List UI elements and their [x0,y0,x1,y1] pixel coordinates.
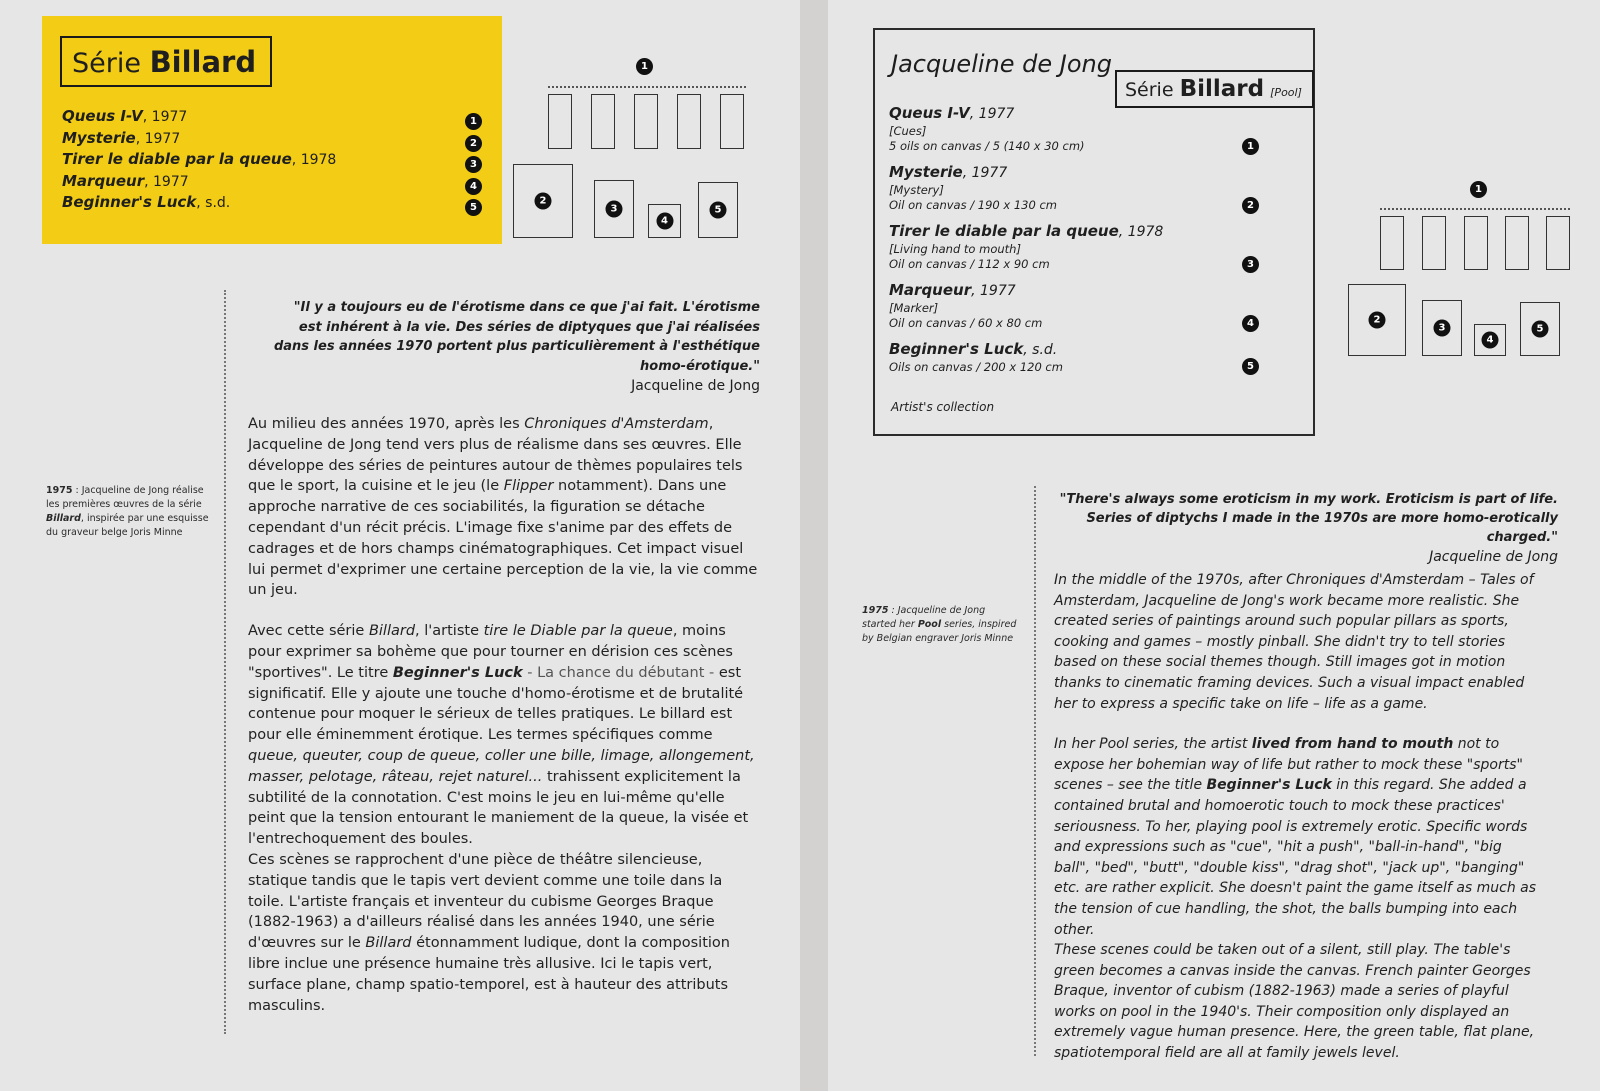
work-item [62,171,482,193]
work-item [889,104,1259,154]
quote-text: "Il y a toujours eu de l'érotisme dans ce que j'ai fait. L'érotisme est inhérent à la vie. Des séries de diptyques que j'ai réalisées dans les années 1970 portent plus particulièrement à l'esthétique homo-érotique." [273,300,760,374]
number-badge: 4 [1482,332,1499,349]
text-run: lived from hand to mouth [1251,736,1454,753]
work-title: Mysterie [889,163,963,181]
painting-frame [594,180,634,238]
body-text [248,414,758,1016]
number-badge: 2 [535,193,552,210]
series-prefix: Série [72,48,141,79]
work-item [62,149,482,171]
quote-author: Jacqueline de Jong [631,378,760,394]
work-title: Tirer le diable par la queue [889,222,1119,240]
number-badge: 5 [1242,358,1259,375]
cue-panel-frame [677,94,701,149]
work-medium: Oil on canvas / 190 x 130 cm [889,198,1057,212]
english-label-panel [828,0,1600,1091]
cue-panel-frame [1380,216,1404,270]
text-run: Flipper [503,478,554,495]
text-run: In her Pool series, the artist [1054,736,1252,753]
text-run: trahissent explicitement la subtilité de la connotation. C'est moins le jeu en lui-même qu'elle peint que la tension entourant le maniement de la queue, la visée et l'entrechoquement des boules. [248,768,749,848]
text-run: Avec cette série [248,623,369,640]
painting-frame [1520,302,1560,356]
painting-frame [698,182,738,238]
painting-frame [648,204,681,238]
quote-text: "There's always some eroticism in my work. Eroticism is part of life. Series of diptychs I made in the 1970s are more homo-erotically charged." [1059,492,1558,545]
side-note-text: , inspirée par une esquisse du graveur belge Joris Minne [46,513,209,538]
work-medium: Oil on canvas / 60 x 80 cm [889,316,1043,330]
series-name: Billard [1179,76,1265,102]
side-note [862,604,1022,646]
work-translation: [Living hand to mouth] [889,242,1021,256]
side-note-series: Billard [46,513,81,524]
number-badge: 2 [465,135,482,152]
number-badge: 5 [1532,321,1549,338]
side-note-text: series, inspired by Belgian engraver Joris Minne [862,619,1017,644]
cue-panel-frame [1464,216,1488,270]
collection-credit: Artist's collection [891,400,995,414]
work-title: Marqueur [62,171,145,190]
work-year: , 1977 [144,173,189,190]
painting-frame [1348,284,1406,356]
dotted-divider [1034,486,1036,1056]
work-year: , 1977 [142,109,188,125]
work-item [62,106,482,128]
number-badge: 4 [1242,315,1259,332]
text-run: not to expose her bohemian way of life but rather to mock these "sports" scenes – see the title [1054,736,1523,794]
work-item [889,281,1259,331]
dotted-divider [224,290,226,1034]
paragraph [248,414,758,601]
number-badge: 3 [1242,256,1259,273]
number-badge: 2 [1242,197,1259,214]
hanging-line [548,86,746,88]
hanging-line [1380,208,1570,210]
text-run: , moins pour exprimer sa bohème que pour tourner en dérision ces scènes "sportives". Le titre [248,623,733,681]
cue-panel-frame [591,94,615,149]
work-year: , 1978 [1118,224,1164,240]
paragraph: In the middle of the 1970s, after Chroniques d'Amsterdam – Tales of Amsterdam, Jacqueline de Jong's work became more realistic. She created series of paintings around such popular pillars as sports, cooking and games – mostly pinball. She didn't try to tell stories based on these social themes though. Still images got in motion thanks to cinematic framing devices. Such a visual impact enabled her to express a specific take on life – life as a game. [1054,572,1534,712]
work-year: , 1977 [135,130,181,147]
text-run: notamment). Dans une approche narrative de ces sociabilités, la figuration se détache cependant d'un récit précis. L'image fixe s'anime par des effets de cadrages et de hors champs cinématographiques. Cet impact visuel lui permet d'exprimer une certaine perception de la vie, la vie comme un jeu. [248,478,758,599]
text-run: Beginner's Luck [1206,777,1332,794]
number-badge: 2 [1369,312,1386,329]
cue-panel-frame [1546,216,1570,270]
series-title [1115,70,1314,108]
work-item [62,192,482,214]
works-list [62,106,482,214]
work-item [889,222,1259,272]
number-badge: 1 [1242,138,1259,155]
work-year: , s.d. [1023,342,1058,358]
work-year: , 1977 [969,106,1015,122]
text-run: Beginner's Luck [392,664,523,681]
works-card [873,28,1315,436]
side-note-text: : Jacqueline de Jong started her [862,605,986,630]
work-year: , s.d. [196,195,231,211]
cue-panel-frame [548,94,572,149]
text-run: , Jacqueline de Jong tend vers plus de réalisme dans ses œuvres. Elle développe des séries de peintures autour de thèmes populaires tels que le sport, la cuisine et le jeu (le [248,416,743,495]
work-title: Beginner's Luck [62,193,197,211]
side-note-text: : Jacqueline de Jong réalise les premières œuvres de la série [46,485,204,510]
text-run: , l'artiste [415,623,484,640]
hanging-diagram [1350,178,1570,363]
text-run: tire le Diable par la queue [483,623,673,640]
side-note [46,484,216,540]
work-title: Queus I-V [62,107,143,125]
text-run: Ces scènes se rapprochent d'une pièce de théâtre silencieuse, statique tandis que le tapis vert devient comme une toile dans la toile. L'artiste français et inventeur du cubisme Georges Braque (1882-1963) a d'ailleurs réalisé dans les années 1940, une série d'œuvres sur le [248,851,723,952]
text-run: - La chance du débutant - [522,664,719,681]
work-medium: 5 oils on canvas / 5 (140 x 30 cm) [889,139,1085,153]
hanging-diagram [518,56,758,246]
paragraph: These scenes could be taken out of a silent, still play. The table's green becomes a canvas inside the canvas. French painter Georges Braque, inventor of cubism (1882-1963) made a series of playful works on pool in the 1940's. Their composition only displayed an extremely vague human presence. Here, the green table, flat plane, spatiotemporal field are all at family jewels level. [1054,942,1535,1062]
text-run: Billard [365,935,412,952]
number-badge: 4 [656,213,673,230]
number-badge: 1 [636,58,653,75]
works-list [889,104,1259,384]
text-run: Billard [368,623,416,640]
side-note-series: Pool [917,619,942,630]
paragraph [248,850,758,1016]
work-medium: Oils on canvas / 200 x 120 cm [889,360,1063,374]
artist-quote [1038,490,1558,567]
number-badge: 5 [710,202,727,219]
text-run: Chroniques d'Amsterdam [524,416,709,432]
cue-panel-frame [720,94,744,149]
number-badge: 1 [1470,181,1487,198]
artist-quote [270,298,760,397]
work-medium: Oil on canvas / 112 x 90 cm [889,257,1050,271]
work-title: Tirer le diable par la queue [62,150,292,168]
work-year: , 1977 [962,165,1008,181]
painting-frame [1474,324,1506,356]
series-title [60,36,272,87]
painting-frame [1422,300,1462,356]
work-item [889,340,1259,375]
work-title: Queus I-V [889,104,970,122]
work-item [889,163,1259,213]
cue-panel-frame [634,94,658,149]
works-list-yellow-box [42,16,502,244]
number-badge: 1 [465,113,482,130]
number-badge: 5 [465,199,482,216]
work-title: Mysterie [62,128,136,147]
side-note-year: 1975 [862,605,889,616]
text-run: in this regard. She added a contained brutal and homoerotic touch to mock these practices' seriousness. To her, playing pool is extremely erotic. Specific words and expressions such as "cue", "hit a push", "ball-in-hand", "big ball", "bed", "butt", "double kiss", "drag shot", "jack up", "banging" etc. are rather explicit. She doesn't paint the game itself as much as the tension of cue handling, the shot, the balls bumping into each other. [1054,777,1537,938]
paragraph [1054,734,1540,940]
cue-panel-frame [1505,216,1529,270]
paragraph [248,621,758,850]
work-item [62,128,482,150]
work-year: , 1978 [291,152,337,168]
number-badge: 4 [465,178,482,195]
cue-panel-frame [1422,216,1446,270]
work-title: Marqueur [889,281,972,299]
body-text [1054,570,1540,1064]
work-translation: [Cues] [889,124,927,138]
text-run: est significatif. Elle y ajoute une touche d'homo-érotisme et de brutalité contenue pour moquer le sérieux de telles pratiques. Le billard est pour elle éminemment érotique. Les termes spécifiques comme [248,664,744,744]
series-prefix: Série [1125,79,1174,101]
series-name: Billard [149,45,257,79]
text-run: queue, queuter, coup de queue, coller une bille, limage, allongement, masser, pelotage, râteau, rejet naturel... [248,747,755,785]
number-badge: 3 [1434,320,1451,337]
number-badge: 3 [606,201,623,218]
number-badge: 3 [465,156,482,173]
artist-name: Jacqueline de Jong [891,50,1112,78]
text-run: Au milieu des années 1970, après les [248,416,525,432]
painting-frame [513,164,573,238]
work-translation: [Mystery] [889,183,944,197]
side-note-year: 1975 [46,485,73,496]
quote-author: Jacqueline de Jong [1429,549,1558,565]
series-translation: [Pool] [1270,86,1302,99]
work-translation: [Marker] [889,301,939,315]
work-title: Beginner's Luck [889,340,1024,358]
work-year: , 1977 [971,283,1016,299]
text-run: étonnamment ludique, dont la composition libre inclue une présence humaine très allusive. Ici le tapis vert, surface plane, champ spatio-temporel, est à hauteur des attributs masculins. [248,935,730,1014]
